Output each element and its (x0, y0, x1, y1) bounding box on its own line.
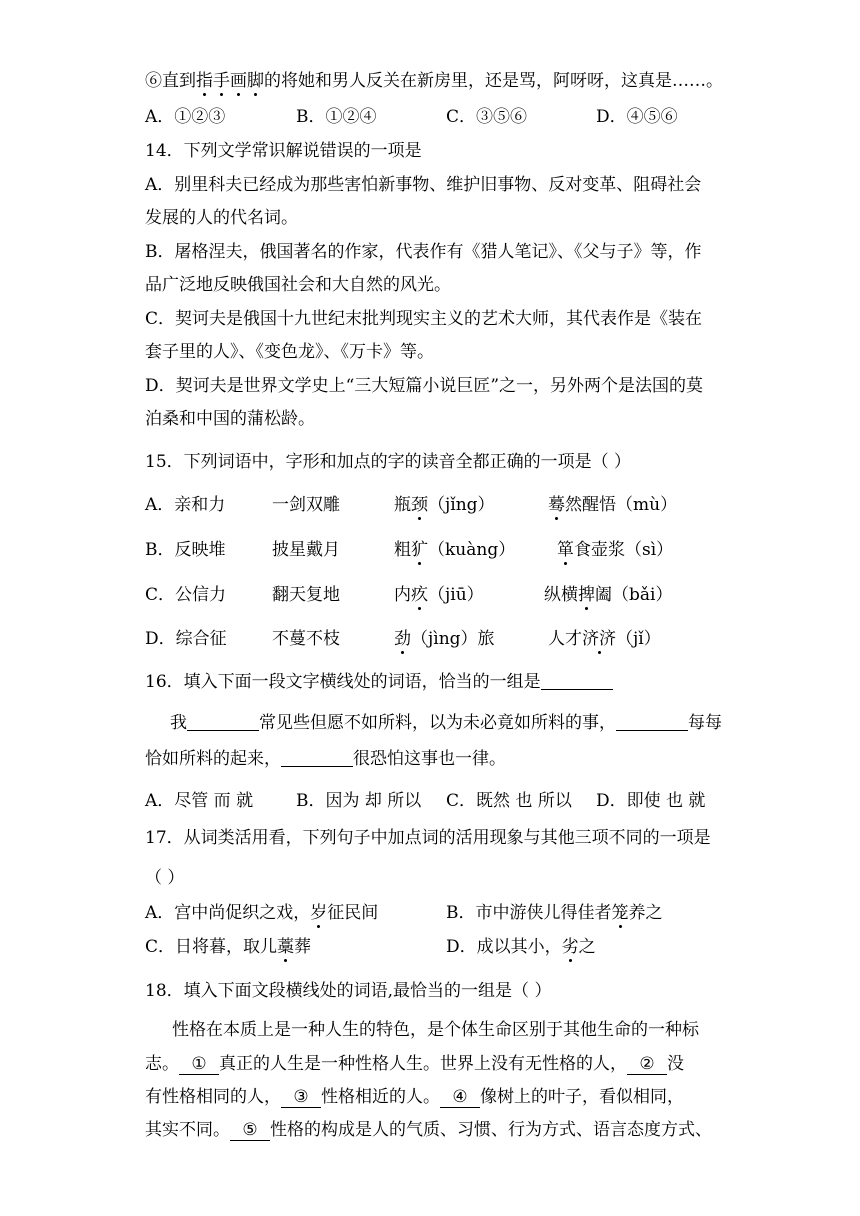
q16-option-a: A．尽管 而 就 (145, 791, 254, 811)
q16-stem: 16．填入下面一段文字横线处的词语，恰当的一组是 (145, 671, 613, 693)
dotted-char: 颈 (411, 495, 428, 515)
numbered-blank: ① (179, 1054, 219, 1075)
q15-label: C．公信力 (145, 585, 227, 605)
q16-passage-line2: 恰如所料的起来， 很恐怕这事也一律。 (145, 749, 506, 769)
q15-word2: 披星戴月 (272, 540, 340, 560)
q15-word4: 纵横捭阖（bǎi） (544, 585, 673, 605)
q15-label: D．综合征 (145, 629, 227, 649)
dotted-char: 劲 (394, 629, 411, 649)
q14-line: C．契诃夫是俄国十九世纪末批判现实主义的艺术大师，其代表作是《装在 (145, 309, 703, 329)
q17-option-a: A．宫中尚促织之戏，岁征民间 (145, 903, 379, 923)
q16-passage-line1: 我 常见些但愿不如所料，以为未必竟如所料的事， 每每 (170, 713, 722, 733)
q15-word4: 箪食壶浆（sì） (557, 540, 674, 560)
q15-word2: 一剑双雕 (272, 495, 340, 515)
q13-item-6 (145, 70, 723, 92)
dotted-char: 济济 (582, 629, 616, 649)
q16-option-c: C．既然 也 所以 (446, 791, 572, 811)
numbered-blank: ⑤ (230, 1120, 270, 1141)
q15-label: A．亲和力 (145, 495, 226, 515)
q13-option-d: D．④⑤⑥ (596, 107, 678, 127)
q13-option-c: C．③⑤⑥ (446, 107, 528, 127)
q15-word2: 不蔓不枝 (272, 629, 340, 649)
q14-line: 发展的人的代名词。 (145, 208, 298, 228)
q13-item6-prefix: ⑥直到 (145, 71, 196, 91)
q15-word4: 蓦然醒悟（mù） (548, 495, 678, 515)
answer-blank (187, 714, 259, 731)
dotted-char: 岁 (310, 903, 328, 923)
q15-word2: 翻天复地 (272, 585, 340, 605)
q16-option-d: D．即使 也 就 (596, 791, 706, 811)
q14-line: 品广泛地反映俄国社会和大自然的风光。 (145, 275, 451, 295)
q17-stem: 17．从词类活用看，下列句子中加点词的活用现象与其他三项不同的一项是 (145, 828, 711, 848)
answer-blank (616, 714, 688, 731)
dotted-char: 指 (196, 71, 213, 91)
q14-line: 泊桑和中国的蒲松龄。 (145, 409, 315, 429)
q15-word3: 内疚（jiū） (394, 585, 484, 605)
dotted-char: 劣 (561, 937, 579, 957)
q15-word3: 瓶颈（jǐng） (394, 495, 495, 515)
q18-passage-line1: 性格在本质上是一种人生的特色，是个体生命区别于其他生命的一种标 (172, 1020, 699, 1040)
dotted-char: 蓦 (548, 495, 565, 515)
answer-blank (541, 673, 613, 690)
q15-word4: 人才济济（jǐ） (548, 629, 661, 649)
q14-line: 套子里的人》、《变色龙》、《万卡》等。 (145, 342, 434, 362)
q17-option-b: B．市中游侠儿得佳者笼养之 (446, 903, 663, 923)
numbered-blank: ② (627, 1054, 667, 1075)
q15-word3: 劲（jìng）旅 (394, 629, 495, 649)
q13-option-a: A．①②③ (145, 107, 226, 127)
answer-blank (281, 750, 353, 767)
q13-item6-suffix: 的将她和男人反关在新房里，还是骂，阿呀呀，这真是……。 (264, 71, 723, 91)
q16-option-b: B．因为 却 所以 (296, 791, 422, 811)
q15-word3: 粗犷（kuàng） (394, 540, 516, 560)
dotted-char: 笼 (611, 903, 629, 923)
q15-stem: 15．下列词语中，字形和加点的字的读音全都正确的一项是（ ） (145, 452, 632, 472)
dotted-char: 箪 (557, 540, 574, 560)
q18-passage-line3: 有性格相同的人， ③ 性格相近的人。 ④ 像树上的叶子，看似相同， (145, 1087, 684, 1107)
q18-stem: 18．填入下面文段横线处的词语,最恰当的一组是（ ） (145, 981, 552, 1001)
dotted-char: 犷 (411, 540, 428, 560)
numbered-blank: ③ (281, 1087, 321, 1108)
dotted-char: 藁 (277, 937, 295, 957)
q17-answer-paren: （ ） (145, 868, 185, 888)
dotted-char: 疚 (411, 585, 428, 605)
q14-line: B．屠格涅夫，俄国著名的作家，代表作有《猎人笔记》、《父与子》等，作 (145, 242, 702, 262)
dotted-char: 捭 (578, 585, 595, 605)
q17-option-c: C．日将暮，取儿藁葬 (145, 937, 312, 957)
dotted-char: 手 (213, 71, 230, 91)
q13-option-b: B．①②④ (296, 107, 377, 127)
dotted-char: 脚 (247, 71, 264, 91)
q18-passage-line2: 志。 ① 真正的人生是一种性格人生。世界上没有无性格的人， ② 没 (145, 1054, 684, 1074)
q14-stem: 14．下列文学常识解说错误的一项是 (145, 141, 422, 161)
q14-line: A．别里科夫已经成为那些害怕新事物、维护旧事物、反对变革、阻碍社会 (145, 175, 702, 195)
dotted-char: 画 (230, 71, 247, 91)
numbered-blank: ④ (440, 1087, 480, 1108)
q18-passage-line4: 其实不同。 ⑤ 性格的构成是人的气质、习惯、行为方式、语言态度方式、 (145, 1120, 712, 1140)
q15-label: B．反映堆 (145, 540, 226, 560)
q14-line: D．契诃夫是世界文学史上“三大短篇小说巨匠”之一，另外两个是法国的莫 (145, 376, 704, 396)
q17-option-d: D．成以其小，劣之 (446, 937, 596, 957)
